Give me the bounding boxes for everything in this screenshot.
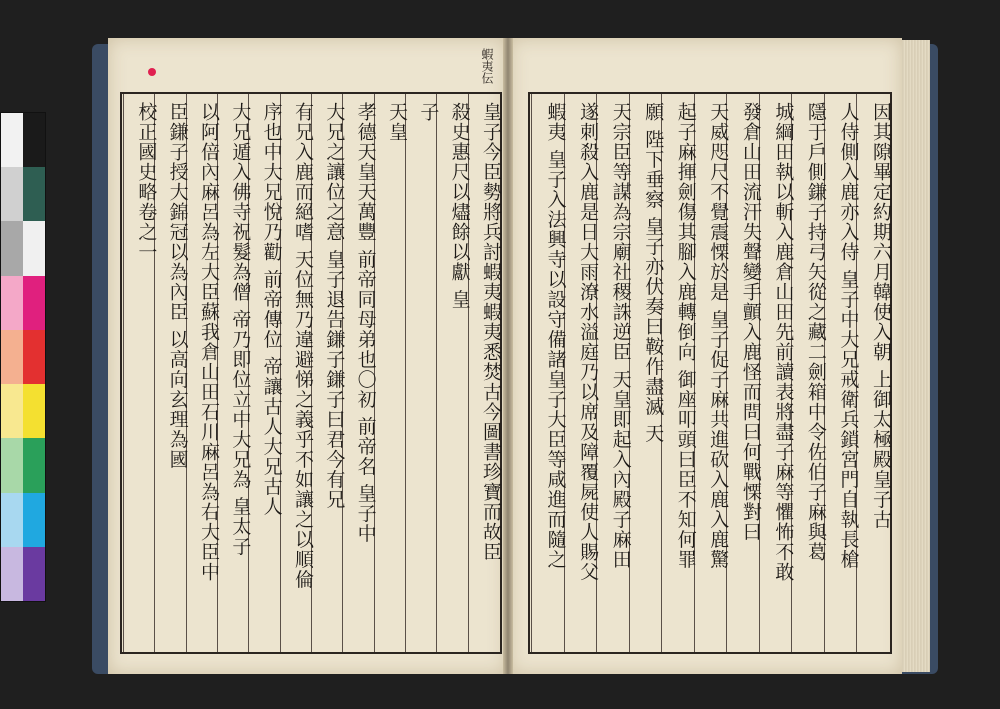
text-column: 有兄入鹿而絕嗜 天位無乃違避悌之義乎不如讓之以順倫 [280, 94, 312, 652]
text-column: 隱于戶側鎌子持弓矢從之藏二劍箱中令佐伯子麻與葛 [791, 94, 825, 652]
text-column: 殺史惠尺以燼餘以獻 皇 [436, 94, 468, 652]
color-checker-row [1, 330, 45, 384]
color-swatch [1, 493, 23, 547]
color-swatch [1, 330, 23, 384]
color-swatch [23, 276, 45, 330]
left-text-frame [120, 48, 502, 654]
color-swatch [1, 547, 23, 601]
color-swatch [23, 167, 45, 221]
text-column: 發倉山田流汗失聲變手顫入鹿怪而問曰何戰慄對曰 [726, 94, 760, 652]
color-checker-row [1, 493, 45, 547]
color-checker-row [1, 276, 45, 330]
text-column: 蝦夷 皇子入法興寺以設守備諸皇子大臣等咸進而隨之 [531, 94, 565, 652]
color-swatch [1, 276, 23, 330]
text-column: 天威咫尺不覺震慄於是 皇子促子麻共進砍入鹿入鹿驚 [694, 94, 728, 652]
text-column: 願 陛下垂察 皇子亦伏奏曰鞍作盡滅 天 [629, 94, 663, 652]
color-swatch [23, 547, 45, 601]
color-swatch [1, 438, 23, 492]
color-swatch [1, 221, 23, 275]
right-text-frame [528, 92, 892, 654]
text-column: 校正國史略卷之一 [123, 94, 155, 652]
color-swatch [1, 384, 23, 438]
color-checker-chart [0, 112, 46, 602]
color-swatch [1, 113, 23, 167]
book-gutter [503, 38, 513, 674]
text-column: 子 [405, 94, 437, 652]
color-checker-row [1, 221, 45, 275]
left-page [108, 38, 506, 674]
text-column: 以阿倍內麻呂為左大臣蘇我倉山田石川麻呂為右大臣中 [186, 94, 218, 652]
color-checker-row [1, 384, 45, 438]
text-column: 皇子今臣勢將兵討蝦夷蝦夷悉焚古今圖書珍寶而故臣 [468, 94, 500, 652]
text-column: 人侍側入鹿亦入侍 皇子中大兄戒衛兵鎖宮門自執長槍 [824, 94, 858, 652]
text-column: 遂刺殺入鹿是日大雨潦水溢庭乃以席及障覆屍使人賜父 [564, 94, 598, 652]
color-swatch [23, 221, 45, 275]
text-column: 序也中大兄悅乃勸 前帝傳位 帝讓古人大兄古人 [248, 94, 280, 652]
color-checker-row [1, 547, 45, 601]
text-column: 天宗臣等謀為宗廟社稷誅逆臣 天皇即起入內殿子麻田 [596, 94, 630, 652]
color-checker-row [1, 113, 45, 167]
text-column: 孝德天皇天萬豐 前帝同母弟也〇初 前帝名 皇子中 [342, 94, 374, 652]
red-seal-dot [148, 68, 156, 76]
color-swatch [23, 493, 45, 547]
text-column: 天皇 [374, 94, 406, 652]
color-checker-row [1, 167, 45, 221]
text-column: 因其隙畢定約期六月韓使入朝 上御太極殿皇子古 [856, 94, 890, 652]
color-swatch [23, 438, 45, 492]
color-swatch [23, 113, 45, 167]
right-page [510, 38, 902, 674]
text-column: 起子麻揮劍傷其腳入鹿轉倒向 御座叩頭曰臣不知何罪 [661, 94, 695, 652]
text-column: 大兄之讓位之意 皇子退告鎌子鎌子曰君今有兄 [311, 94, 343, 652]
header-tab: 蝦夷伝 [480, 48, 494, 84]
text-column: 臣鎌子授大錦冠以為內臣 以高向玄理為國 [154, 94, 186, 652]
text-column: 城綱田執以斬入鹿倉山田先前讀表將盡子麻等懼怖不敢 [759, 94, 793, 652]
color-checker-row [1, 438, 45, 492]
color-swatch [1, 167, 23, 221]
color-swatch [23, 330, 45, 384]
text-column: 大兄遁入佛寺祝髮為僧 帝乃即位立中大兄為 皇太子 [217, 94, 249, 652]
color-swatch [23, 384, 45, 438]
page-edges [900, 40, 930, 672]
